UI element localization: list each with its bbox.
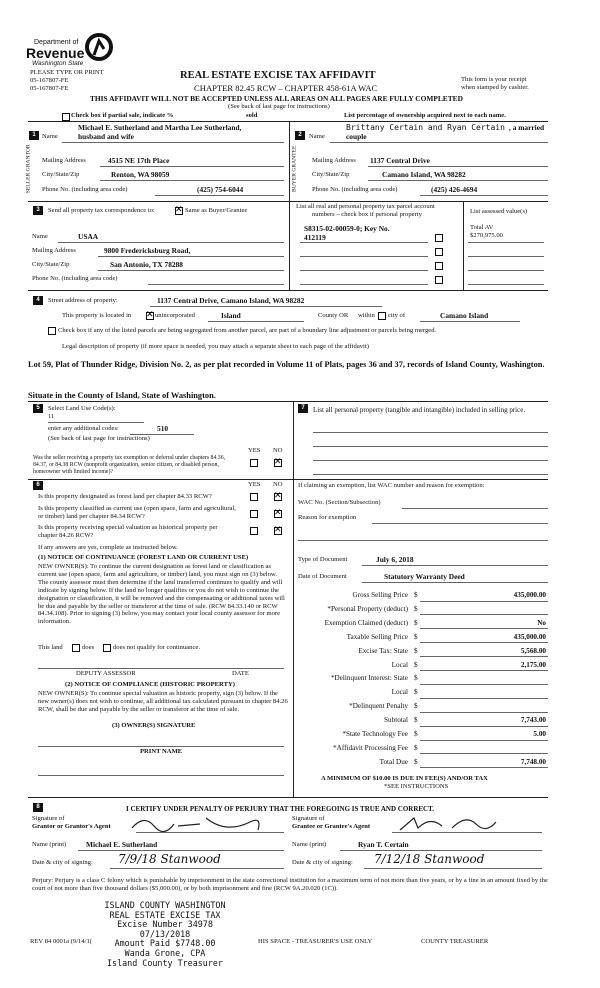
fin-underline-5: [420, 670, 548, 671]
grantor-sig-label-1: Signature of: [32, 815, 65, 822]
doc-type-label: Type of Document: [298, 556, 348, 563]
treasurer-stamp: [70, 901, 260, 968]
fin-value-2: No: [537, 618, 546, 627]
personal-property-label: List all personal property (tangible and intangible) included in selling price.: [313, 406, 526, 414]
doc-date-value: Statutory Warranty Deed: [384, 572, 465, 581]
situate-line: Situate in the County of Island, State of Washington.: [28, 391, 216, 400]
stamp-line-7: Island County Treasurer: [107, 957, 223, 968]
treasurer-use-only: HIS SPACE - TREASURER'S USE ONLY: [258, 938, 373, 945]
fin-value-0: 435,000.00: [513, 591, 546, 599]
stamp-line-3: Excise Number 34978: [117, 919, 213, 930]
forest-question: Is this property designated as forest land per chapter 84.33 RCW?: [38, 493, 212, 500]
located-label: This property is located in: [62, 312, 132, 319]
agency-line1: Department of: [34, 39, 79, 46]
fin-underline-8: [420, 712, 548, 713]
list-pct-label: List percentage of ownership acquired next to each name.: [344, 112, 506, 119]
form-code-1: 05-167807-FE: [30, 77, 69, 84]
land-does-label: does: [82, 644, 95, 651]
grantee-name-value: Ryan T. Certain: [358, 840, 409, 849]
perjury-statement: Perjury: Perjury is a class C felony which is punishable by imprisonment in the state correctional institution for a maximum term of not more than five years, or by a fine in an amount fixed by the court of not more than five thousand dollars ($5,000.00), or by both imprisonment and fine (RCW 9A.20.020 (1C)).: [32, 877, 548, 893]
street-label: Street address of property:: [48, 297, 118, 304]
warning-banner: THIS AFFIDAVIT WILL NOT BE ACCEPTED UNLESS ALL AREAS ON ALL PAGES ARE FULLY COMPLETED: [90, 94, 463, 103]
same-as-buyer-checkbox[interactable]: [175, 207, 183, 215]
buyer-phone: (425) 426-4694: [431, 185, 478, 194]
fin-dollar-4: $: [414, 646, 418, 655]
seller-mailing-label: Mailing Address: [42, 157, 86, 164]
buyer-phone-label: Phone No. (including area code): [312, 186, 398, 193]
seller-phone-label: Phone No. (including area code): [42, 186, 128, 193]
land-use-label: Select Land Use Code(s):: [48, 405, 116, 412]
unincorporated-checkbox[interactable]: [146, 312, 154, 320]
segregated-checkbox[interactable]: [48, 327, 56, 335]
fin-label-10: *State Technology Fee: [342, 730, 408, 738]
yes-header-6: YES: [248, 481, 261, 488]
corr-city: San Antonio, TX 78288: [110, 260, 183, 269]
seller-name-line1: Michael E. Sutherland and Martha Lee Sutherland,: [78, 123, 242, 132]
grantee-sig-label-1: Signature of: [292, 815, 325, 822]
section-3-badge: 3: [33, 206, 43, 215]
current-use-no-checkbox[interactable]: [274, 510, 282, 518]
historic-question: Is this property receiving special valuation as historical property per chapter 84.26 RCW?: [38, 524, 218, 539]
form-code-2: 05-167807-FE: [30, 85, 69, 92]
fin-dollar-2: $: [414, 618, 418, 627]
corr-name: USAA: [78, 232, 99, 241]
reason-label: Reason for exemption: [298, 514, 357, 521]
historic-yes-checkbox[interactable]: [250, 527, 258, 535]
receipt-note-1: This form is your receipt: [461, 76, 527, 83]
city-value: Camano Island: [440, 311, 489, 320]
fin-label-12: Total Due: [379, 757, 408, 766]
revenue-logo-mark-icon: [84, 32, 114, 62]
corr-phone-label: Phone No. (including area code): [32, 275, 118, 282]
fin-label-2: Exemption Claimed (deduct): [324, 618, 408, 627]
parcels-header-2: numbers – check box if personal property: [312, 211, 422, 218]
fin-label-7: Local: [391, 688, 408, 697]
buyer-name-suffix: , a married: [509, 123, 545, 132]
seller-phone: (425) 754-6044: [197, 185, 244, 194]
grantor-date-value: 7/9/18 Stanwood: [118, 852, 221, 866]
buyer-city: Camano Island, WA 98282: [382, 170, 466, 179]
fee-note-2: *SEE INSTRUCTIONS: [384, 783, 449, 790]
corr-mailing-label: Mailing Address: [32, 247, 76, 254]
total-av-value: $270,975.00: [470, 232, 503, 239]
partial-sale-checkbox[interactable]: [62, 113, 70, 121]
parcel-personal-checkbox-2[interactable]: [435, 248, 443, 256]
fin-underline-12: [420, 767, 548, 768]
doc-date-label: Date of Document: [298, 573, 347, 580]
fin-underline-1: [420, 614, 548, 615]
section-2-badge: 2: [295, 131, 305, 140]
land-use-see-back: (See back of last page for instructions): [48, 435, 150, 442]
fin-value-9: 7,743.00: [520, 716, 546, 725]
corr-mailing: 9800 Fredericksburg Road,: [104, 246, 191, 255]
exemption-claim-label: If claiming an exemption, list WAC number and reason for exemption:: [298, 482, 485, 489]
fin-value-5: 2,175.00: [520, 660, 546, 669]
grantee-date-label: Date & city of signing:: [292, 859, 353, 866]
fin-label-4: Excise Tax: State: [358, 646, 408, 655]
certify-statement: I CERTIFY UNDER PENALTY OF PERJURY THAT THE FOREGOING IS TRUE AND CORRECT.: [126, 805, 435, 813]
section-6-badge: 6: [33, 481, 43, 490]
fin-dollar-1: $: [414, 604, 418, 613]
grantor-date-label: Date & city of signing:: [32, 859, 93, 866]
corr-city-label: City/State/Zip: [32, 261, 70, 268]
seller-mailing: 4515 NE 17th Place: [108, 156, 170, 165]
historic-no-checkbox[interactable]: [274, 527, 282, 535]
fin-value-4: 5,568.00: [520, 646, 546, 655]
seller-side-label: SELLER GRANTOR: [25, 144, 32, 194]
grantor-name-value: Michael E. Sutherland: [86, 840, 158, 849]
parcel-personal-checkbox-3[interactable]: [435, 262, 443, 270]
exemption-yes-checkbox[interactable]: [250, 459, 258, 467]
fin-dollar-7: $: [414, 688, 418, 697]
fin-underline-0: [420, 601, 548, 602]
land-does-not-label: does not qualify for continuance.: [113, 644, 200, 651]
notice2-title: (2) NOTICE OF COMPLIANCE (HISTORIC PROPERTY): [65, 681, 235, 688]
doc-type-value: July 6, 2018: [376, 555, 414, 564]
section-1-badge: 1: [29, 131, 39, 140]
yes-header-5: YES: [248, 447, 261, 454]
fin-label-5: Local: [391, 660, 408, 669]
fee-note-1: A MINIMUM OF $10.00 IS DUE IN FEE(S) AND/OR TAX: [321, 775, 488, 782]
fin-dollar-5: $: [414, 660, 418, 669]
fin-label-1: *Personal Property (deduct): [327, 604, 408, 613]
no-header-5: NO: [273, 447, 283, 454]
this-land-label: This land: [38, 644, 63, 651]
corr-name-label: Name: [32, 233, 48, 240]
owner-signature: (3) OWNER(S) SIGNATURE: [112, 722, 196, 729]
fin-value-10: 5.00: [533, 730, 546, 738]
land-does-not-checkbox[interactable]: [103, 644, 111, 652]
no-header-6: NO: [273, 481, 283, 488]
section6-instruction: If any answers are yes, complete as instructed below.: [38, 544, 178, 551]
grantor-name-label: Name (print): [32, 841, 67, 848]
fin-dollar-11: $: [414, 743, 418, 752]
unincorporated-label: unincorporated: [155, 312, 195, 319]
fin-dollar-9: $: [414, 716, 418, 725]
fin-label-0: Gross Selling Price: [352, 591, 408, 599]
fin-dollar-0: $: [414, 591, 418, 599]
land-use-code: 11: [48, 413, 55, 420]
additional-codes-label: enter any additional codes:: [48, 425, 119, 432]
county-value: Island: [221, 311, 241, 320]
agency-line3: Washington State: [32, 60, 84, 67]
buyer-side-label: BUYER GRANTEE: [291, 145, 298, 193]
grantee-date-value: 7/12/18 Stanwood: [374, 852, 485, 866]
county-treasurer-label: COUNTY TREASURER: [421, 938, 489, 945]
seller-name-label: Name: [42, 133, 58, 140]
county-or-label: County OR: [318, 312, 349, 319]
correspondence-label: Send all property tax correspondence to:: [48, 207, 155, 214]
parcel-personal-checkbox-4[interactable]: [435, 276, 443, 284]
deputy-assessor: DEPUTY ASSESSOR: [76, 670, 136, 677]
fin-dollar-8: $: [414, 702, 418, 711]
street-value: 1137 Central Drive, Camano Island, WA 98282: [157, 296, 305, 305]
forest-yes-checkbox[interactable]: [250, 493, 258, 501]
total-av-label: Total AV: [470, 224, 494, 231]
fin-underline-7: [420, 698, 548, 699]
seller-city-label: City/State/Zip: [42, 171, 80, 178]
buyer-name-line2: couple: [346, 132, 367, 141]
fin-underline-10: [420, 740, 548, 741]
fin-dollar-10: $: [414, 730, 418, 738]
stamp-line-4: 07/13/2018: [139, 928, 191, 939]
additional-codes: 510: [157, 424, 169, 433]
wac-label: WAC No. (Section/Subsection): [298, 499, 381, 506]
parcels-header-1: List all real and personal property tax parcel account: [296, 203, 435, 210]
parcel-personal-checkbox-1[interactable]: [435, 234, 443, 242]
exemption-no-checkbox[interactable]: [274, 459, 282, 467]
seller-city: Renton, WA 98059: [111, 170, 170, 179]
form-title: REAL ESTATE EXCISE TAX AFFIDAVIT: [180, 70, 376, 81]
partial-sale-value: sold: [246, 112, 258, 119]
stamp-line-6: Wanda Grone, CPA: [124, 947, 206, 958]
parcel-line-2: 412119: [304, 233, 326, 242]
same-as-buyer-label: Same as Buyer/Grantee: [185, 207, 248, 214]
fin-label-6: *Delinquent Interest: State: [330, 674, 408, 683]
forest-no-checkbox[interactable]: [274, 493, 282, 501]
fin-value-3: 435,000.00: [513, 632, 546, 641]
section-8-badge: 8: [33, 803, 43, 812]
parcel-line-1: S8315-02-00059-0; Key No.: [304, 224, 390, 233]
within-label: within: [358, 312, 375, 319]
section-4-badge: 4: [33, 296, 43, 305]
fin-label-8: *Delinquent Penalty: [349, 702, 408, 711]
fin-underline-3: [420, 642, 548, 643]
fin-underline-6: [420, 684, 548, 685]
city-of-label: city of: [388, 312, 406, 319]
buyer-name-line1: Brittany Certain and Ryan Certain: [346, 123, 505, 132]
print-name: PRINT NAME: [140, 748, 183, 755]
rev-code: REV 84 0001a (9/14/1(: [30, 938, 92, 945]
exemption-question: Was the seller receiving a property tax exemption or deferral under chapters 84.36, 84.37, or 84.38 RCW (nonprofit organization, senior citizen, or disabled person, homeowner with limited income)?: [33, 455, 226, 475]
av-header: List assessed value(s): [470, 208, 528, 215]
fin-underline-2: [420, 628, 548, 629]
segregated-note: Check box if any of the listed parcels are being segregated from another parcel, are part of a boundary line adjustment or parcels being merged.: [58, 327, 437, 334]
fin-label-3: Taxable Selling Price: [346, 632, 408, 641]
section-5-badge: 5: [33, 404, 43, 413]
grantor-sig-label-2: Grantor or Grantor's Agent: [32, 823, 111, 830]
fin-dollar-3: $: [414, 632, 418, 641]
buyer-city-label: City/State/Zip: [312, 171, 350, 178]
fin-dollar-6: $: [414, 674, 418, 683]
section-7-badge: 7: [298, 404, 308, 413]
notice2-body: NEW OWNER(S): To continue special valuation as historic property, sign (3) below. If the new owner(s) does not wish to continue, all additional tax calculated pursuant to chapter 84.26 RCW, shall be due and payable by the seller or transferor at the time of sale.: [38, 690, 288, 713]
partial-sale-label: Check box if partial sale, indicate %: [71, 112, 174, 119]
grantee-sig-label-2: Grantee or Grantee's Agent: [292, 823, 371, 830]
stamp-line-5: Amount Paid $7748.00: [114, 938, 216, 949]
notice1-title: (1) NOTICE OF CONTINUANCE (FOREST LAND OR CURRENT USE): [38, 554, 249, 561]
stamp-line-1: ISLAND COUNTY WASHINGTON: [104, 900, 226, 910]
legal-description: Lot 59, Plat of Thunder Ridge, Division No. 2, as per plat recorded in Volume 11 of Plats, pages 36 and 37, records of Island County, Washington.: [28, 360, 545, 369]
notice1-body: NEW OWNER(S): To continue the current designation as forest land or classification as current use (open space, farm and agriculture, or timber) land, you must sign on (3) below. The county assessor must then determine if the land transferred continues to qualify and will indicate by signing below. If the land no longer qualifies or you do not wish to continue the designation or classification, it will be removed and the compensating or additional taxes will be due and payable by the seller or transferor at the time of sale. (RCW 84.33.140 or RCW 84.34.108). Prior to signing (3) below, you may contact your local county assessor for more information.: [38, 563, 285, 626]
please-type: PLEASE TYPE OR PRINT: [30, 69, 104, 76]
receipt-note-2: when stamped by cashier.: [461, 84, 529, 91]
land-does-checkbox[interactable]: [72, 644, 80, 652]
fin-underline-4: [420, 656, 548, 657]
buyer-name-label: Name: [309, 133, 325, 140]
current-use-yes-checkbox[interactable]: [250, 510, 258, 518]
fin-value-12: 7,748.00: [520, 757, 546, 766]
fin-dollar-12: $: [414, 757, 418, 766]
buyer-mailing-label: Mailing Address: [312, 157, 356, 164]
grantee-name-label: Name (print): [292, 841, 327, 848]
agency-line2: Revenue: [26, 45, 85, 61]
assessor-date: DATE: [232, 670, 249, 677]
stamp-line-2: REAL ESTATE EXCISE TAX: [109, 909, 221, 920]
fin-label-11: *Affidavit Processing Fee: [333, 743, 408, 752]
seller-name-line2: husband and wife: [78, 132, 134, 141]
legal-label: Legal description of property (if more space is needed, you may attach a separate sheet to each page of the affidavit): [62, 343, 369, 350]
fin-underline-9: [420, 726, 548, 727]
fin-label-9: Subtotal: [384, 716, 408, 725]
fin-underline-11: [420, 753, 548, 754]
buyer-mailing: 1137 Central Drive: [370, 156, 430, 165]
current-use-question: Is this property classified as current use (open space, farm and agricultural, or timber) land per chapter 84.34 RCW?: [38, 505, 236, 520]
chapter-ref: CHAPTER 82.45 RCW – CHAPTER 458-61A WAC: [194, 83, 378, 93]
within-city-checkbox[interactable]: [378, 312, 386, 320]
see-back-instructions: (See back of last page for instructions): [228, 103, 330, 110]
